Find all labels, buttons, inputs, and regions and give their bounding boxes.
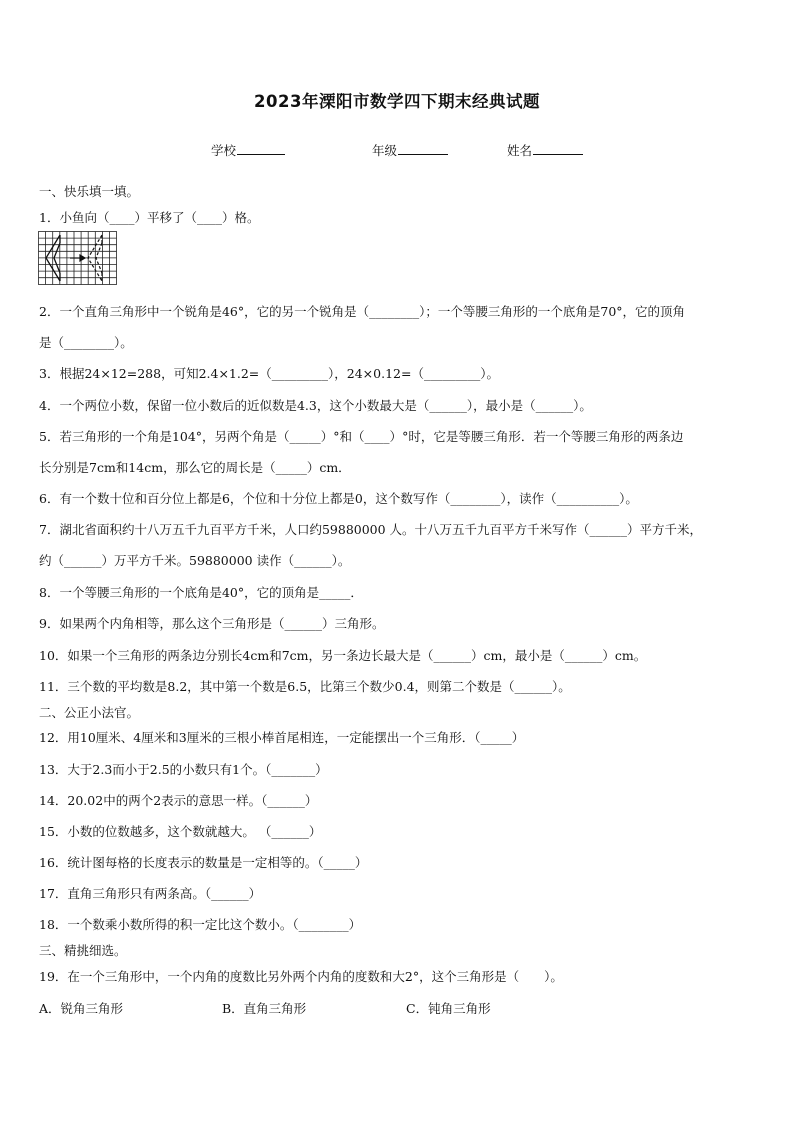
option-a[interactable]: A．锐角三角形: [39, 1001, 124, 1016]
grade-blank[interactable]: [398, 141, 448, 155]
question-7-cont: 约（______）万平方千米。59880000 读作（______）。: [39, 553, 351, 568]
name-label: 姓名: [507, 143, 533, 158]
section-heading-3: 三、精挑细选。: [39, 943, 127, 958]
school-label: 学校: [211, 143, 237, 158]
school-field[interactable]: [211, 141, 285, 159]
question-6: 6．有一个数十位和百分位上都是6，个位和十分位上都是0，这个数写作（________），读作（__________）。: [39, 491, 638, 506]
page-title: 2023年溧阳市数学四下期末经典试题: [254, 92, 540, 111]
option-b[interactable]: B．直角三角形: [222, 1001, 307, 1016]
name-field[interactable]: [507, 141, 583, 159]
question-13: 13．大于2.3而小于2.5的小数只有1个。（_______）: [39, 762, 328, 777]
option-c[interactable]: C．钝角三角形: [406, 1001, 491, 1016]
question-4: 4．一个两位小数，保留一位小数后的近似数是4.3，这个小数最大是（______），最小是（______）。: [39, 398, 592, 413]
question-16: 16．统计图每格的长度表示的数量是一定相等的。（_____）: [39, 855, 368, 870]
school-blank[interactable]: [237, 141, 285, 155]
question-1: 1．小鱼向（____）平移了（____）格。: [39, 210, 260, 225]
question-2: 2．一个直角三角形中一个锐角是46°，它的另一个锐角是（________）；一个等腰三角形的一个底角是70°，它的顶角: [39, 304, 686, 319]
question-15: 15．小数的位数越多，这个数就越大。 （______）: [39, 824, 322, 839]
question-8: 8．一个等腰三角形的一个底角是40°，它的顶角是_____．: [39, 585, 363, 600]
question-18: 18．一个数乘小数所得的积一定比这个数小。（________）: [39, 917, 362, 932]
section-heading-2: 二、公正小法官。: [39, 705, 140, 720]
grade-field[interactable]: [372, 141, 448, 159]
question-14: 14．20.02中的两个2表示的意思一样。（______）: [39, 793, 318, 808]
question-9: 9．如果两个内角相等，那么这个三角形是（______）三角形。: [39, 616, 385, 631]
question-12: 12．用10厘米、4厘米和3厘米的三根小棒首尾相连，一定能摆出一个三角形．（_____）: [39, 730, 525, 745]
grade-label: 年级: [372, 143, 398, 158]
question-2-cont: 是（________）。: [39, 335, 133, 350]
question-10: 10．如果一个三角形的两条边分别长4cm和7cm，另一条边长最大是（______）cm，最小是（______）cm。: [39, 648, 647, 663]
question-3: 3．根据24×12=288，可知2.4×1.2=（_________），24×0.12=（_________）。: [39, 366, 499, 381]
question-11: 11．三个数的平均数是8.2，其中第一个数是6.5，比第三个数少0.4，则第二个数是（______）。: [39, 679, 571, 694]
fish-translation-grid: [38, 231, 118, 286]
question-5: 5．若三角形的一个角是104°，另两个角是（_____）°和（____）°时，它是等腰三角形．若一个等腰三角形的两条边: [39, 429, 684, 444]
question-7: 7．湖北省面积约十八万五千九百平方千米，人口约59880000 人。十八万五千九百平方千米写作（______）平方千米，: [39, 522, 703, 537]
section-heading-1: 一、快乐填一填。: [39, 184, 140, 199]
name-blank[interactable]: [533, 141, 583, 155]
question-17: 17．直角三角形只有两条高。（______）: [39, 886, 262, 901]
translation-arrow-icon: [70, 255, 85, 261]
question-5-cont: 长分别是7cm和14cm，那么它的周长是（_____）cm．: [39, 460, 351, 475]
question-19: 19．在一个三角形中，一个内角的度数比另外两个内角的度数和大2°，这个三角形是（ ）。: [39, 969, 563, 984]
